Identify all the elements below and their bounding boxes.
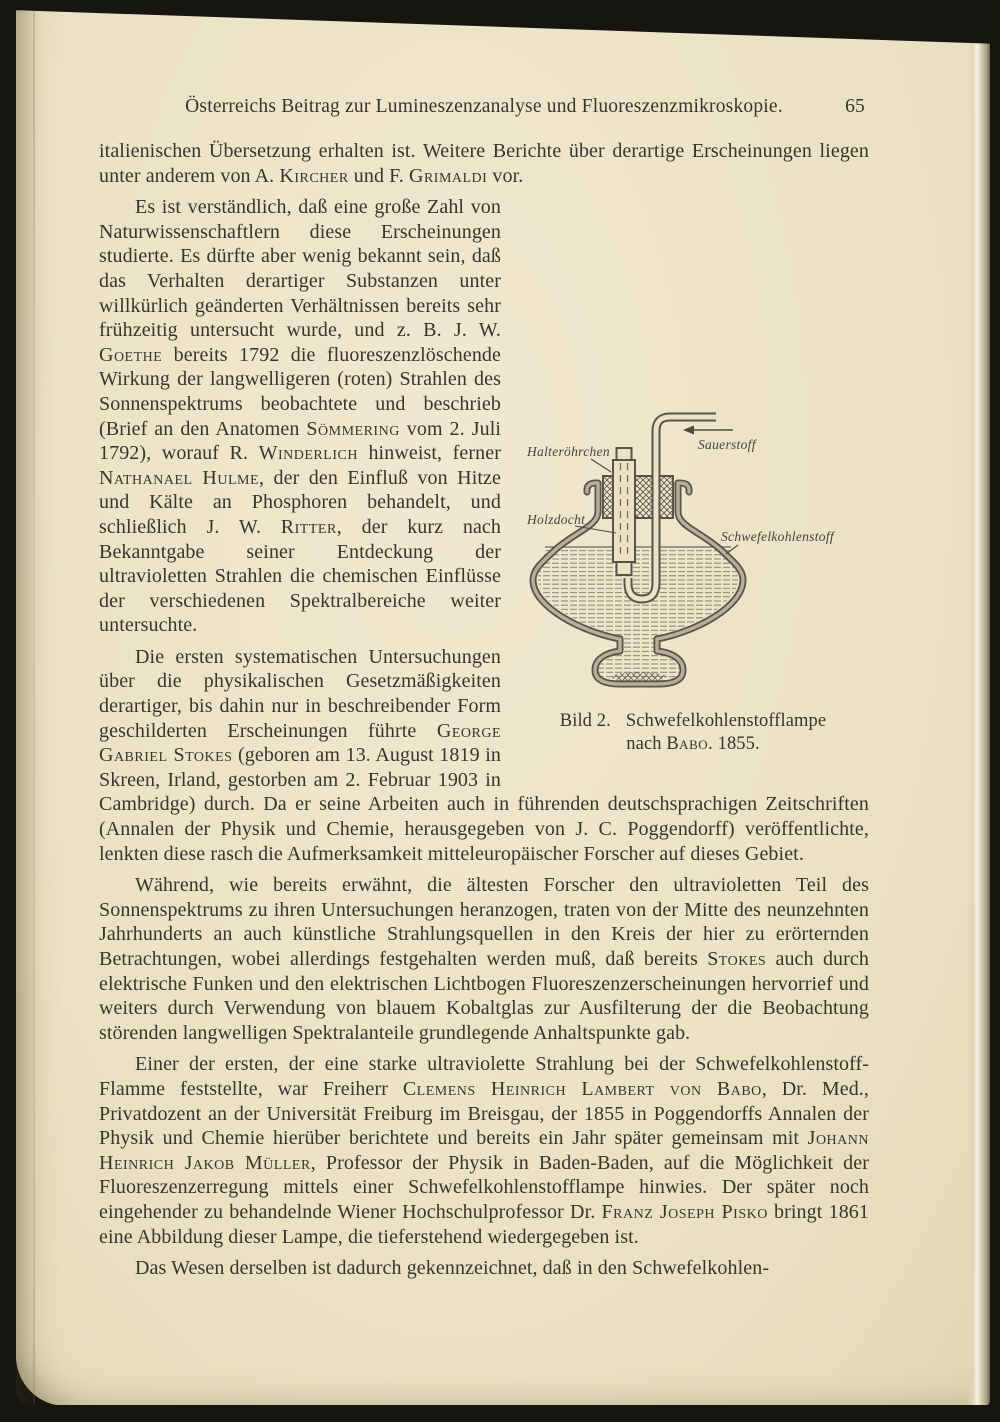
figure-caption-line1 [540, 710, 846, 733]
running-header [99, 94, 869, 122]
figure-lamp [517, 402, 869, 756]
paragraph [99, 1052, 869, 1249]
body-text [99, 139, 869, 1281]
text-segment: , Dr. Med., Privatdozent an der Universität Freiburg im Breisgau, der 1855 in Poggendorffs Annalen der Physik und Chemie hierüber berichtete und bereits ein Jahr später gemeinsam mit [99, 1077, 869, 1150]
person-name: Ritter [280, 515, 337, 538]
leader-tube-holder [591, 459, 611, 472]
page-edge-stack [968, 8, 990, 1406]
person-name: Winderlich [258, 442, 358, 465]
text-segment: hinweist, ferner [357, 442, 501, 465]
wick-tube-bottom-cap [617, 562, 632, 575]
page-crease-line [33, 8, 35, 1406]
left-arrow-icon [683, 426, 694, 435]
wick-tube-top-cap [617, 448, 632, 460]
text-segment: italienischen Übersetzung erhalten ist. Weitere Berichte über derartige Erscheinungen liegen unter anderem von A. [99, 140, 869, 187]
text-segment: Es ist verständlich, daß eine große Zahl von Naturwissenschaftlern diese Erscheinungen studierte. Es dürfte aber wenig bekannt sein, daß das Verhalten derartiger Substanzen unter willkürlich geänderten Verhältnissen bereits sehr frühzeitig untersucht wurde, und z. B. J. W. [99, 196, 501, 342]
person-name: Stokes [707, 948, 767, 970]
page-content [99, 94, 869, 1281]
text-segment: , der kurz nach Bekanntgabe seiner Entdeckung der ultravioletten Strahlen die chemischen Einflüsse der verschiedenen Spektralbereiche weiter untersuchte. [99, 515, 502, 637]
text-segment: vom 2. Juli 1792), worauf R. [99, 417, 502, 465]
label-tube-holder: Halteröhrchen [527, 444, 610, 460]
text-segment: , Professor der Physik in Baden-Baden, auf die Möglichkeit der Fluoreszenzerregung mittels einer Schwefelkohlenstofflampe hinwies. Der später noch eingehender zu behandelnde Wiener Hochschulprofessor Dr. [99, 1151, 869, 1223]
scan-bottom-border [0, 1405, 1000, 1422]
page-number: 65 [845, 96, 865, 117]
header-title: Österreichs Beitrag zur Lumineszenzanalyse und Fluoreszenzmikroskopie. [185, 96, 783, 117]
person-name: Kircher [279, 164, 349, 187]
liquid-fill [538, 547, 738, 681]
label-liquid: Schwefelkohlenstoff [721, 529, 834, 545]
paragraph [99, 873, 869, 1045]
text-segment: Einer der ersten, der eine starke ultraviolette Strahlung bei der Schwefelkohlenstoff-Flamme feststellte, war Freiherr [99, 1053, 869, 1100]
person-name: Johann Heinrich Jakob Müller [99, 1127, 869, 1174]
text-segment: bringt 1861 eine Abbildung dieser Lampe, die tieferstehend wiedergegeben ist. [99, 1200, 870, 1248]
figure-caption-nach: nach [626, 734, 667, 755]
figure-caption [540, 710, 846, 756]
wick-tube [613, 460, 635, 562]
text-segment: vor. [487, 164, 524, 187]
figure-number: Bild 2. [559, 711, 611, 732]
person-name: Sömmering [306, 417, 400, 440]
paragraph [99, 1256, 869, 1281]
label-oxygen: Sauerstoff [698, 437, 756, 453]
page-gutter-shade [16, 8, 33, 1406]
label-wick: Holzdocht [527, 512, 586, 528]
figure-caption-name: Babo [666, 734, 709, 755]
text-segment: Die ersten systematischen Untersuchungen über die physikalischen Gesetzmäßigkeiten derartiger, bis dahin nur in beschreibender Form geschilderten Erscheinungen führte [99, 645, 501, 742]
person-name: Goethe [99, 343, 163, 366]
figure-caption-line2 [540, 733, 846, 756]
text-segment: (geboren am 13. August 1819 in Skreen, Irland, gestorben am 2. Februar 1903 in Cambridge) durch. Da er seine Arbeiten auch in führenden deutschsprachigen Zeitschriften (Annalen der Physik und Chemie, herausgegeben von J. C. Poggendorff) veröffentlichte, lenkten diese rasch die Aufmerksamkeit mitteleuropäischer Forscher auf dieses Gebiet. [99, 744, 869, 865]
person-name: George Gabriel Stokes [99, 719, 501, 767]
person-name: Nathanael Hulme [99, 466, 260, 489]
text-segment: bereits 1792 die fluoreszenzlöschende Wirkung der langwelligeren (roten) Strahlen des Sonnenspektrums beobachtete und beschrieb (Brief an den Anatomen [99, 343, 501, 440]
paragraph [99, 139, 869, 188]
lamp-diagram [517, 402, 867, 702]
text-segment: auch durch elektrische Funken und den elektrischen Lichtbogen Fluoreszenzerscheinungen hervorrief und weiters durch Verwendung von blauem Kobaltglas zur Ausfilterung der die Beobachtung störenden langwelligen Spektralanteile grundlegende Anhaltspunkte gab. [99, 948, 869, 1044]
person-name: Franz Joseph Pisko [601, 1200, 768, 1223]
figure-caption-title: Schwefelkohlenstofflampe [625, 711, 827, 732]
text-segment: , der den Einfluß von Hitze und Kälte an Phosphoren behandelt, und schließlich J. W. [99, 466, 501, 538]
text-segment: Während, wie bereits erwähnt, die ältesten Forscher den ultravioletten Teil des Sonnenspektrums zu ihren Untersuchungen heranzogen, traten von der Mitte des neunzehnten Jahrhunderts an auch künstliche Strahlungsquellen in den Kreis der hier zu erörternden Betrachtungen, wobei allerdings festgehalten werden muß, daß bereits [99, 874, 869, 970]
figure-caption-year: . 1855. [708, 734, 760, 755]
text-segment: und F. [348, 164, 409, 187]
text-segment: Das Wesen derselben ist dadurch gekennzeichnet, daß in den Schwefelkohlen- [135, 1257, 770, 1280]
person-name: Clemens Heinrich Lambert von Babo [402, 1077, 762, 1100]
person-name: Grimaldi [409, 164, 488, 187]
paragraph-group-pre [99, 139, 869, 188]
